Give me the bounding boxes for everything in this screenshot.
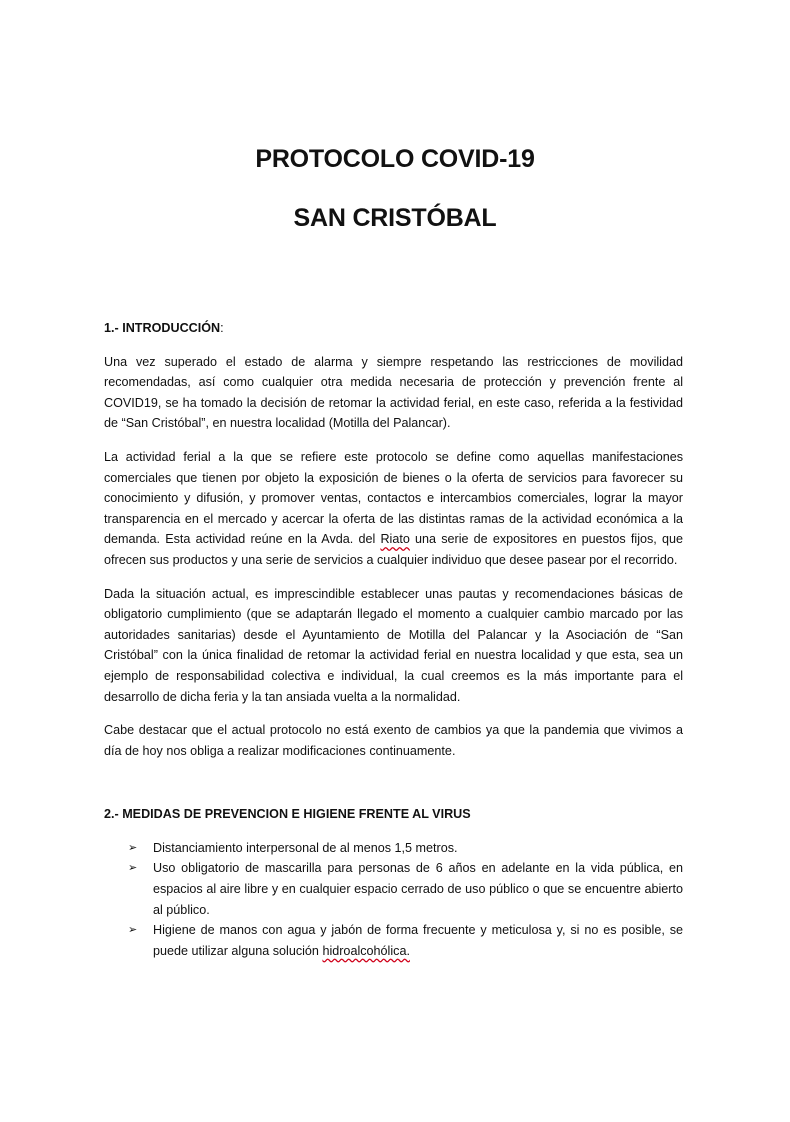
section-1-heading bbox=[104, 318, 683, 339]
arrow-bullet-icon: ➢ bbox=[128, 862, 138, 875]
intro-paragraph-2 bbox=[104, 447, 683, 571]
spellcheck-flagged-word[interactable]: Riato bbox=[380, 532, 410, 547]
section-1-heading-text: 1.- INTRODUCCIÓN bbox=[104, 321, 221, 335]
list-item-text: Distanciamiento interpersonal de al menos 1,5 metros. bbox=[153, 840, 458, 855]
intro-paragraph-2-end: una serie de expositores en puestos fijos, que ofrecen sus productos y una serie de servicios a cualquier individuo que desee pasear por el recorrido. bbox=[104, 532, 683, 567]
intro-paragraph-4: Cabe destacar que el actual protocolo no está exento de cambios ya que la pandemia que vivimos a día de hoy nos obliga a realizar modificaciones continuamente. bbox=[104, 723, 683, 758]
intro-paragraph-3: Dada la situación actual, es imprescindible establecer unas pautas y recomendaciones básicas de obligatorio cumplimiento (que se adaptarán llegado el momento a cualquier cambio marcado por las autoridades sanitarias) desde el Ayuntamiento de Motilla del Palancar y la Asociación de “San Cristóbal” con la única finalidad de retomar la actividad ferial en nuestra localidad y que esta, sea un ejemplo de responsabilidad colectiva e individual, la cual creemos es la más importante para el desarrollo de dicha feria y la tan ansiada vuelta a la normalidad. bbox=[104, 586, 683, 704]
spellcheck-flagged-word[interactable]: hidroalcohólica. bbox=[322, 943, 410, 958]
arrow-bullet-icon: ➢ bbox=[128, 841, 138, 854]
section-2-heading: 2.- MEDIDAS DE PREVENCION E HIGIENE FRENTE AL VIRUS bbox=[104, 807, 471, 822]
intro-paragraph-2-start: La actividad ferial a la que se refiere este protocolo se define como aquellas manifestaciones comerciales que tienen por objeto la exposición de bienes o la oferta de servicios para favorecer su conocimiento y difusión, y promover ventas, contactos e intercambios comerciales, lograr la mayor transparencia en el mercado y acercar la oferta de las distintas ramas de la actividad económica a la demanda. Esta actividad reúne en la Avda. del bbox=[104, 449, 683, 547]
arrow-bullet-icon: ➢ bbox=[128, 924, 138, 937]
list-item-text: Higiene de manos con agua y jabón de forma frecuente y meticulosa y, si no es posible, se puede utilizar alguna solución bbox=[153, 923, 683, 958]
document-body bbox=[104, 318, 683, 961]
intro-paragraph-1: Una vez superado el estado de alarma y siempre respetando las restricciones de movilidad recomendadas, así como cualquier otra medida necesaria de protección y prevención frente al COVID19, se ha tomado la decisión de retomar la actividad ferial, en este caso, referida a la festividad de “San Cristóbal”, en nuestra localidad (Motilla del Palancar). bbox=[104, 354, 683, 431]
list-item bbox=[128, 858, 683, 920]
document-title-line-1: PROTOCOLO COVID-19 bbox=[255, 145, 535, 173]
section-1-heading-colon: : bbox=[220, 321, 224, 335]
list-item bbox=[128, 838, 683, 859]
document-title-line-2: SAN CRISTÓBAL bbox=[293, 204, 497, 232]
prevention-measures-list bbox=[104, 838, 683, 962]
list-item-text: Uso obligatorio de mascarilla para personas de 6 años en adelante en la vida pública, en espacios al aire libre y en cualquier espacio cerrado de uso público o que se encuentre abierto al público. bbox=[153, 861, 683, 917]
list-item bbox=[128, 920, 683, 961]
